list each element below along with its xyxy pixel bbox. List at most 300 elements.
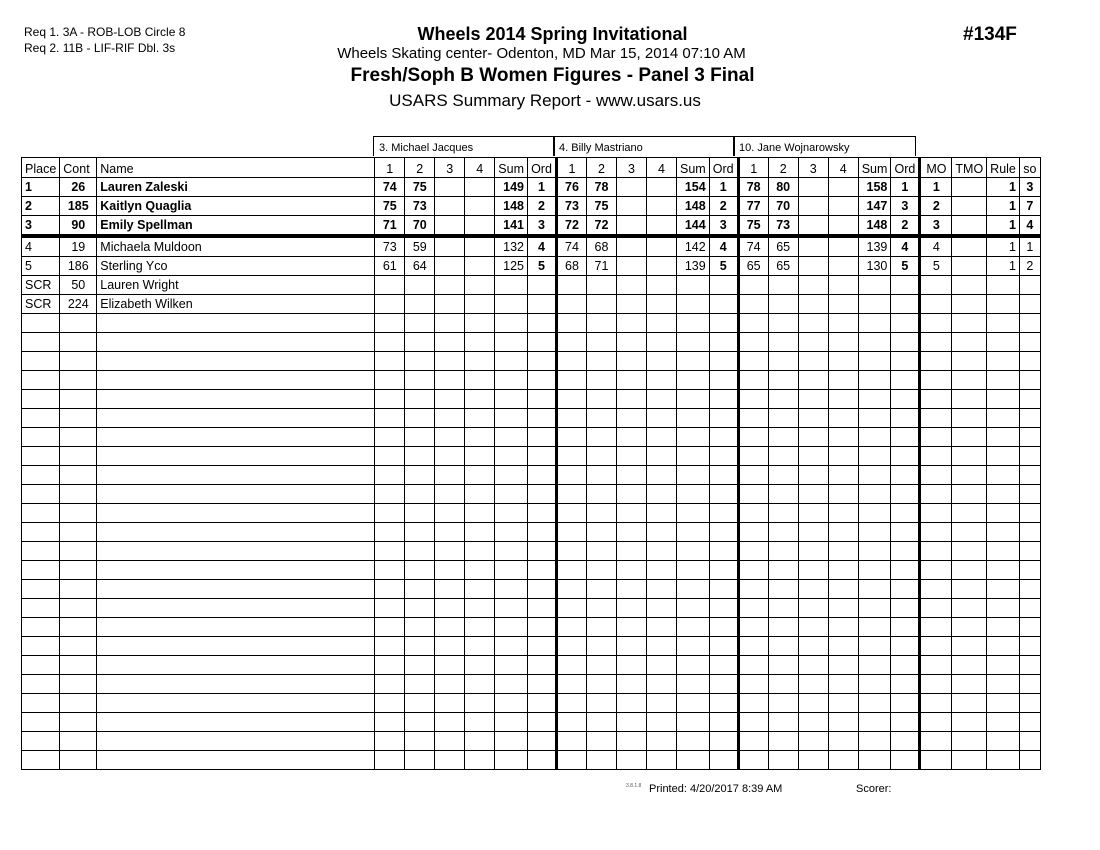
empty-cell bbox=[768, 694, 798, 713]
empty-cell bbox=[586, 580, 616, 599]
empty-cell bbox=[435, 447, 465, 466]
empty-cell bbox=[465, 352, 495, 371]
empty-cell bbox=[375, 409, 405, 428]
empty-cell bbox=[987, 466, 1020, 485]
empty-cell bbox=[527, 713, 556, 732]
score-cell bbox=[646, 276, 676, 295]
score-cell bbox=[738, 276, 768, 295]
score-cell bbox=[435, 276, 465, 295]
empty-cell bbox=[858, 333, 891, 352]
empty-cell bbox=[798, 618, 828, 637]
empty-cell bbox=[920, 504, 952, 523]
empty-cell bbox=[556, 371, 586, 390]
event-title: Wheels 2014 Spring Invitational bbox=[417, 24, 688, 44]
empty-cell bbox=[920, 542, 952, 561]
place-cell: SCR bbox=[22, 276, 60, 295]
empty-cell bbox=[465, 637, 495, 656]
empty-cell bbox=[768, 656, 798, 675]
empty-cell bbox=[556, 561, 586, 580]
empty-cell bbox=[495, 580, 528, 599]
empty-cell bbox=[616, 599, 646, 618]
contestant-number-cell: 90 bbox=[60, 216, 97, 237]
ordinal-cell: 2 bbox=[527, 197, 556, 216]
empty-cell bbox=[738, 485, 768, 504]
column-header: Name bbox=[97, 158, 375, 178]
empty-cell bbox=[738, 713, 768, 732]
empty-cell bbox=[709, 599, 738, 618]
table-row bbox=[22, 523, 1041, 542]
empty-cell bbox=[987, 618, 1020, 637]
empty-cell bbox=[527, 637, 556, 656]
empty-cell bbox=[1019, 732, 1040, 751]
table-row bbox=[22, 599, 1041, 618]
table-row bbox=[22, 466, 1041, 485]
empty-cell bbox=[646, 732, 676, 751]
empty-cell bbox=[828, 504, 858, 523]
empty-cell bbox=[891, 751, 920, 770]
empty-cell bbox=[768, 618, 798, 637]
tmo-cell bbox=[952, 236, 987, 257]
empty-cell bbox=[798, 713, 828, 732]
empty-cell bbox=[987, 580, 1020, 599]
empty-cell bbox=[435, 656, 465, 675]
sum-cell: 158 bbox=[858, 178, 891, 197]
contestant-number-cell: 186 bbox=[60, 257, 97, 276]
venue-line: Wheels Skating center- Odenton, MD Mar 15, 2014 07:10 AM bbox=[337, 45, 746, 62]
empty-cell bbox=[920, 618, 952, 637]
empty-cell bbox=[97, 371, 375, 390]
empty-cell bbox=[952, 751, 987, 770]
empty-cell bbox=[97, 314, 375, 333]
empty-cell bbox=[646, 637, 676, 656]
empty-cell bbox=[952, 371, 987, 390]
empty-cell bbox=[616, 352, 646, 371]
empty-cell bbox=[952, 618, 987, 637]
score-cell: 72 bbox=[556, 216, 586, 237]
score-cell bbox=[798, 216, 828, 237]
score-cell bbox=[798, 276, 828, 295]
column-header: 3 bbox=[798, 158, 828, 178]
empty-cell bbox=[738, 352, 768, 371]
empty-cell bbox=[646, 599, 676, 618]
empty-cell bbox=[22, 352, 60, 371]
empty-cell bbox=[828, 409, 858, 428]
table-row bbox=[22, 390, 1041, 409]
empty-cell bbox=[60, 732, 97, 751]
empty-cell bbox=[952, 656, 987, 675]
empty-cell bbox=[768, 561, 798, 580]
ordinal-cell bbox=[527, 295, 556, 314]
empty-cell bbox=[586, 694, 616, 713]
score-cell bbox=[646, 178, 676, 197]
empty-cell bbox=[920, 675, 952, 694]
empty-cell bbox=[1019, 390, 1040, 409]
judge-header-1: 3. Michael Jacques bbox=[373, 136, 555, 156]
empty-cell bbox=[920, 466, 952, 485]
empty-cell bbox=[952, 352, 987, 371]
table-row bbox=[22, 637, 1041, 656]
mo-cell: 2 bbox=[920, 197, 952, 216]
empty-cell bbox=[405, 485, 435, 504]
table-row bbox=[22, 694, 1041, 713]
sum-cell bbox=[495, 276, 528, 295]
score-cell bbox=[375, 295, 405, 314]
empty-cell bbox=[676, 637, 709, 656]
empty-cell bbox=[891, 599, 920, 618]
empty-cell bbox=[891, 428, 920, 447]
empty-cell bbox=[586, 333, 616, 352]
score-cell: 73 bbox=[405, 197, 435, 216]
empty-cell bbox=[920, 390, 952, 409]
empty-cell bbox=[798, 599, 828, 618]
empty-cell bbox=[375, 713, 405, 732]
empty-cell bbox=[405, 542, 435, 561]
column-header: Ord bbox=[527, 158, 556, 178]
score-cell: 65 bbox=[768, 257, 798, 276]
empty-cell bbox=[798, 694, 828, 713]
empty-cell bbox=[465, 675, 495, 694]
empty-cell bbox=[616, 732, 646, 751]
empty-cell bbox=[709, 371, 738, 390]
empty-cell bbox=[1019, 561, 1040, 580]
table-row bbox=[22, 352, 1041, 371]
empty-cell bbox=[920, 580, 952, 599]
empty-cell bbox=[952, 732, 987, 751]
empty-cell bbox=[22, 485, 60, 504]
empty-cell bbox=[738, 732, 768, 751]
empty-cell bbox=[405, 409, 435, 428]
table-row bbox=[22, 618, 1041, 637]
empty-cell bbox=[891, 637, 920, 656]
empty-cell bbox=[556, 656, 586, 675]
table-row bbox=[22, 295, 1041, 314]
empty-cell bbox=[738, 409, 768, 428]
empty-cell bbox=[60, 504, 97, 523]
empty-cell bbox=[646, 466, 676, 485]
table-row bbox=[22, 216, 1041, 237]
empty-cell bbox=[405, 732, 435, 751]
score-cell bbox=[465, 257, 495, 276]
score-cell bbox=[798, 295, 828, 314]
empty-cell bbox=[97, 751, 375, 770]
empty-cell bbox=[60, 390, 97, 409]
empty-cell bbox=[60, 580, 97, 599]
empty-cell bbox=[60, 713, 97, 732]
score-cell bbox=[828, 257, 858, 276]
name-cell: Emily Spellman bbox=[97, 216, 375, 237]
empty-cell bbox=[527, 485, 556, 504]
name-cell: Lauren Wright bbox=[97, 276, 375, 295]
empty-cell bbox=[1019, 694, 1040, 713]
empty-cell bbox=[435, 485, 465, 504]
empty-cell bbox=[495, 656, 528, 675]
empty-cell bbox=[738, 314, 768, 333]
score-cell: 73 bbox=[768, 216, 798, 237]
empty-cell bbox=[858, 580, 891, 599]
empty-cell bbox=[616, 694, 646, 713]
table-row bbox=[22, 656, 1041, 675]
empty-cell bbox=[709, 333, 738, 352]
empty-cell bbox=[952, 675, 987, 694]
empty-cell bbox=[616, 580, 646, 599]
empty-cell bbox=[709, 523, 738, 542]
empty-cell bbox=[435, 352, 465, 371]
score-cell: 74 bbox=[375, 178, 405, 197]
empty-cell bbox=[920, 599, 952, 618]
contestant-number-cell: 185 bbox=[60, 197, 97, 216]
empty-cell bbox=[375, 675, 405, 694]
empty-cell bbox=[768, 333, 798, 352]
empty-cell bbox=[987, 333, 1020, 352]
column-header: Place bbox=[22, 158, 60, 178]
empty-cell bbox=[920, 656, 952, 675]
empty-cell bbox=[60, 428, 97, 447]
ordinal-cell: 3 bbox=[709, 216, 738, 237]
empty-cell bbox=[1019, 447, 1040, 466]
empty-cell bbox=[556, 485, 586, 504]
ordinal-cell: 1 bbox=[891, 178, 920, 197]
empty-cell bbox=[709, 390, 738, 409]
empty-cell bbox=[435, 333, 465, 352]
empty-cell bbox=[60, 561, 97, 580]
empty-cell bbox=[586, 637, 616, 656]
empty-cell bbox=[495, 466, 528, 485]
score-cell bbox=[465, 216, 495, 237]
score-cell: 73 bbox=[375, 236, 405, 257]
empty-cell bbox=[676, 751, 709, 770]
empty-cell bbox=[738, 428, 768, 447]
score-cell bbox=[828, 295, 858, 314]
empty-cell bbox=[586, 504, 616, 523]
score-cell bbox=[405, 276, 435, 295]
tmo-cell bbox=[952, 197, 987, 216]
empty-cell bbox=[891, 656, 920, 675]
empty-cell bbox=[97, 390, 375, 409]
panel-title: Fresh/Soph B Women Figures - Panel 3 Final bbox=[350, 65, 755, 86]
sum-cell bbox=[495, 295, 528, 314]
empty-cell bbox=[1019, 352, 1040, 371]
empty-cell bbox=[97, 580, 375, 599]
empty-cell bbox=[527, 447, 556, 466]
empty-cell bbox=[97, 466, 375, 485]
empty-cell bbox=[60, 333, 97, 352]
empty-cell bbox=[22, 694, 60, 713]
ordinal-cell: 1 bbox=[709, 178, 738, 197]
score-cell bbox=[646, 295, 676, 314]
results-table bbox=[21, 157, 1041, 770]
ordinal-cell: 4 bbox=[891, 236, 920, 257]
empty-cell bbox=[798, 485, 828, 504]
score-cell: 76 bbox=[556, 178, 586, 197]
rule-cell bbox=[987, 276, 1020, 295]
empty-cell bbox=[1019, 485, 1040, 504]
empty-cell bbox=[556, 428, 586, 447]
empty-cell bbox=[920, 561, 952, 580]
empty-cell bbox=[22, 561, 60, 580]
empty-cell bbox=[527, 523, 556, 542]
empty-cell bbox=[527, 409, 556, 428]
empty-cell bbox=[556, 599, 586, 618]
empty-cell bbox=[952, 542, 987, 561]
empty-cell bbox=[97, 561, 375, 580]
empty-cell bbox=[676, 333, 709, 352]
score-cell: 78 bbox=[586, 178, 616, 197]
empty-cell bbox=[616, 314, 646, 333]
empty-cell bbox=[987, 599, 1020, 618]
empty-cell bbox=[1019, 580, 1040, 599]
empty-cell bbox=[586, 371, 616, 390]
empty-cell bbox=[646, 656, 676, 675]
score-cell bbox=[828, 178, 858, 197]
empty-cell bbox=[405, 656, 435, 675]
empty-cell bbox=[556, 504, 586, 523]
empty-cell bbox=[858, 504, 891, 523]
empty-cell bbox=[97, 732, 375, 751]
empty-cell bbox=[586, 352, 616, 371]
empty-cell bbox=[891, 694, 920, 713]
empty-cell bbox=[616, 542, 646, 561]
score-cell bbox=[646, 216, 676, 237]
empty-cell bbox=[375, 618, 405, 637]
sum-cell: 148 bbox=[495, 197, 528, 216]
empty-cell bbox=[768, 675, 798, 694]
empty-cell bbox=[1019, 466, 1040, 485]
empty-cell bbox=[60, 352, 97, 371]
empty-cell bbox=[858, 675, 891, 694]
empty-cell bbox=[952, 599, 987, 618]
table-row bbox=[22, 178, 1041, 197]
empty-cell bbox=[527, 466, 556, 485]
empty-cell bbox=[768, 485, 798, 504]
empty-cell bbox=[987, 561, 1020, 580]
empty-cell bbox=[1019, 371, 1040, 390]
empty-cell bbox=[798, 732, 828, 751]
table-row bbox=[22, 428, 1041, 447]
empty-cell bbox=[405, 466, 435, 485]
empty-cell bbox=[798, 504, 828, 523]
empty-cell bbox=[435, 409, 465, 428]
so-cell: 7 bbox=[1019, 197, 1040, 216]
column-header: 4 bbox=[465, 158, 495, 178]
empty-cell bbox=[616, 637, 646, 656]
empty-cell bbox=[97, 352, 375, 371]
empty-cell bbox=[465, 656, 495, 675]
ordinal-cell: 5 bbox=[891, 257, 920, 276]
empty-cell bbox=[828, 713, 858, 732]
empty-cell bbox=[676, 409, 709, 428]
ordinal-cell bbox=[891, 295, 920, 314]
empty-cell bbox=[616, 713, 646, 732]
empty-cell bbox=[646, 390, 676, 409]
empty-cell bbox=[586, 618, 616, 637]
empty-cell bbox=[858, 751, 891, 770]
empty-cell bbox=[858, 656, 891, 675]
empty-cell bbox=[405, 675, 435, 694]
empty-cell bbox=[586, 314, 616, 333]
empty-cell bbox=[405, 599, 435, 618]
empty-cell bbox=[616, 371, 646, 390]
tmo-cell bbox=[952, 276, 987, 295]
empty-cell bbox=[556, 675, 586, 694]
empty-cell bbox=[465, 428, 495, 447]
empty-cell bbox=[556, 447, 586, 466]
empty-cell bbox=[676, 390, 709, 409]
column-header: 2 bbox=[768, 158, 798, 178]
table-row bbox=[22, 447, 1041, 466]
empty-cell bbox=[435, 732, 465, 751]
empty-cell bbox=[891, 409, 920, 428]
empty-cell bbox=[495, 428, 528, 447]
score-cell bbox=[435, 236, 465, 257]
empty-cell bbox=[676, 694, 709, 713]
empty-cell bbox=[465, 732, 495, 751]
rule-cell: 1 bbox=[987, 257, 1020, 276]
score-cell: 73 bbox=[556, 197, 586, 216]
table-row bbox=[22, 504, 1041, 523]
score-cell: 65 bbox=[768, 236, 798, 257]
empty-cell bbox=[586, 561, 616, 580]
empty-cell bbox=[920, 314, 952, 333]
empty-cell bbox=[920, 751, 952, 770]
score-cell bbox=[405, 295, 435, 314]
empty-cell bbox=[586, 675, 616, 694]
empty-cell bbox=[920, 409, 952, 428]
empty-cell bbox=[987, 504, 1020, 523]
empty-cell bbox=[709, 504, 738, 523]
empty-cell bbox=[828, 732, 858, 751]
so-cell: 4 bbox=[1019, 216, 1040, 237]
empty-cell bbox=[465, 599, 495, 618]
empty-cell bbox=[60, 409, 97, 428]
empty-cell bbox=[858, 314, 891, 333]
score-cell: 70 bbox=[768, 197, 798, 216]
empty-cell bbox=[828, 390, 858, 409]
contestant-number-cell: 50 bbox=[60, 276, 97, 295]
empty-cell bbox=[828, 466, 858, 485]
empty-cell bbox=[556, 409, 586, 428]
score-cell: 68 bbox=[586, 236, 616, 257]
so-cell: 1 bbox=[1019, 236, 1040, 257]
score-cell bbox=[435, 197, 465, 216]
score-cell bbox=[616, 257, 646, 276]
empty-cell bbox=[556, 390, 586, 409]
score-cell: 75 bbox=[375, 197, 405, 216]
empty-cell bbox=[586, 523, 616, 542]
empty-cell bbox=[495, 504, 528, 523]
empty-cell bbox=[465, 504, 495, 523]
empty-cell bbox=[920, 713, 952, 732]
empty-cell bbox=[97, 333, 375, 352]
column-header: TMO bbox=[952, 158, 987, 178]
empty-cell bbox=[987, 371, 1020, 390]
empty-cell bbox=[920, 523, 952, 542]
table-row bbox=[22, 485, 1041, 504]
column-header: Sum bbox=[676, 158, 709, 178]
empty-cell bbox=[60, 542, 97, 561]
empty-cell bbox=[1019, 599, 1040, 618]
empty-cell bbox=[987, 675, 1020, 694]
sum-cell: 141 bbox=[495, 216, 528, 237]
empty-cell bbox=[828, 637, 858, 656]
empty-cell bbox=[556, 580, 586, 599]
empty-cell bbox=[97, 713, 375, 732]
empty-cell bbox=[709, 352, 738, 371]
empty-cell bbox=[858, 618, 891, 637]
empty-cell bbox=[768, 542, 798, 561]
empty-cell bbox=[952, 485, 987, 504]
event-number: #134F bbox=[963, 24, 1017, 45]
empty-cell bbox=[646, 409, 676, 428]
